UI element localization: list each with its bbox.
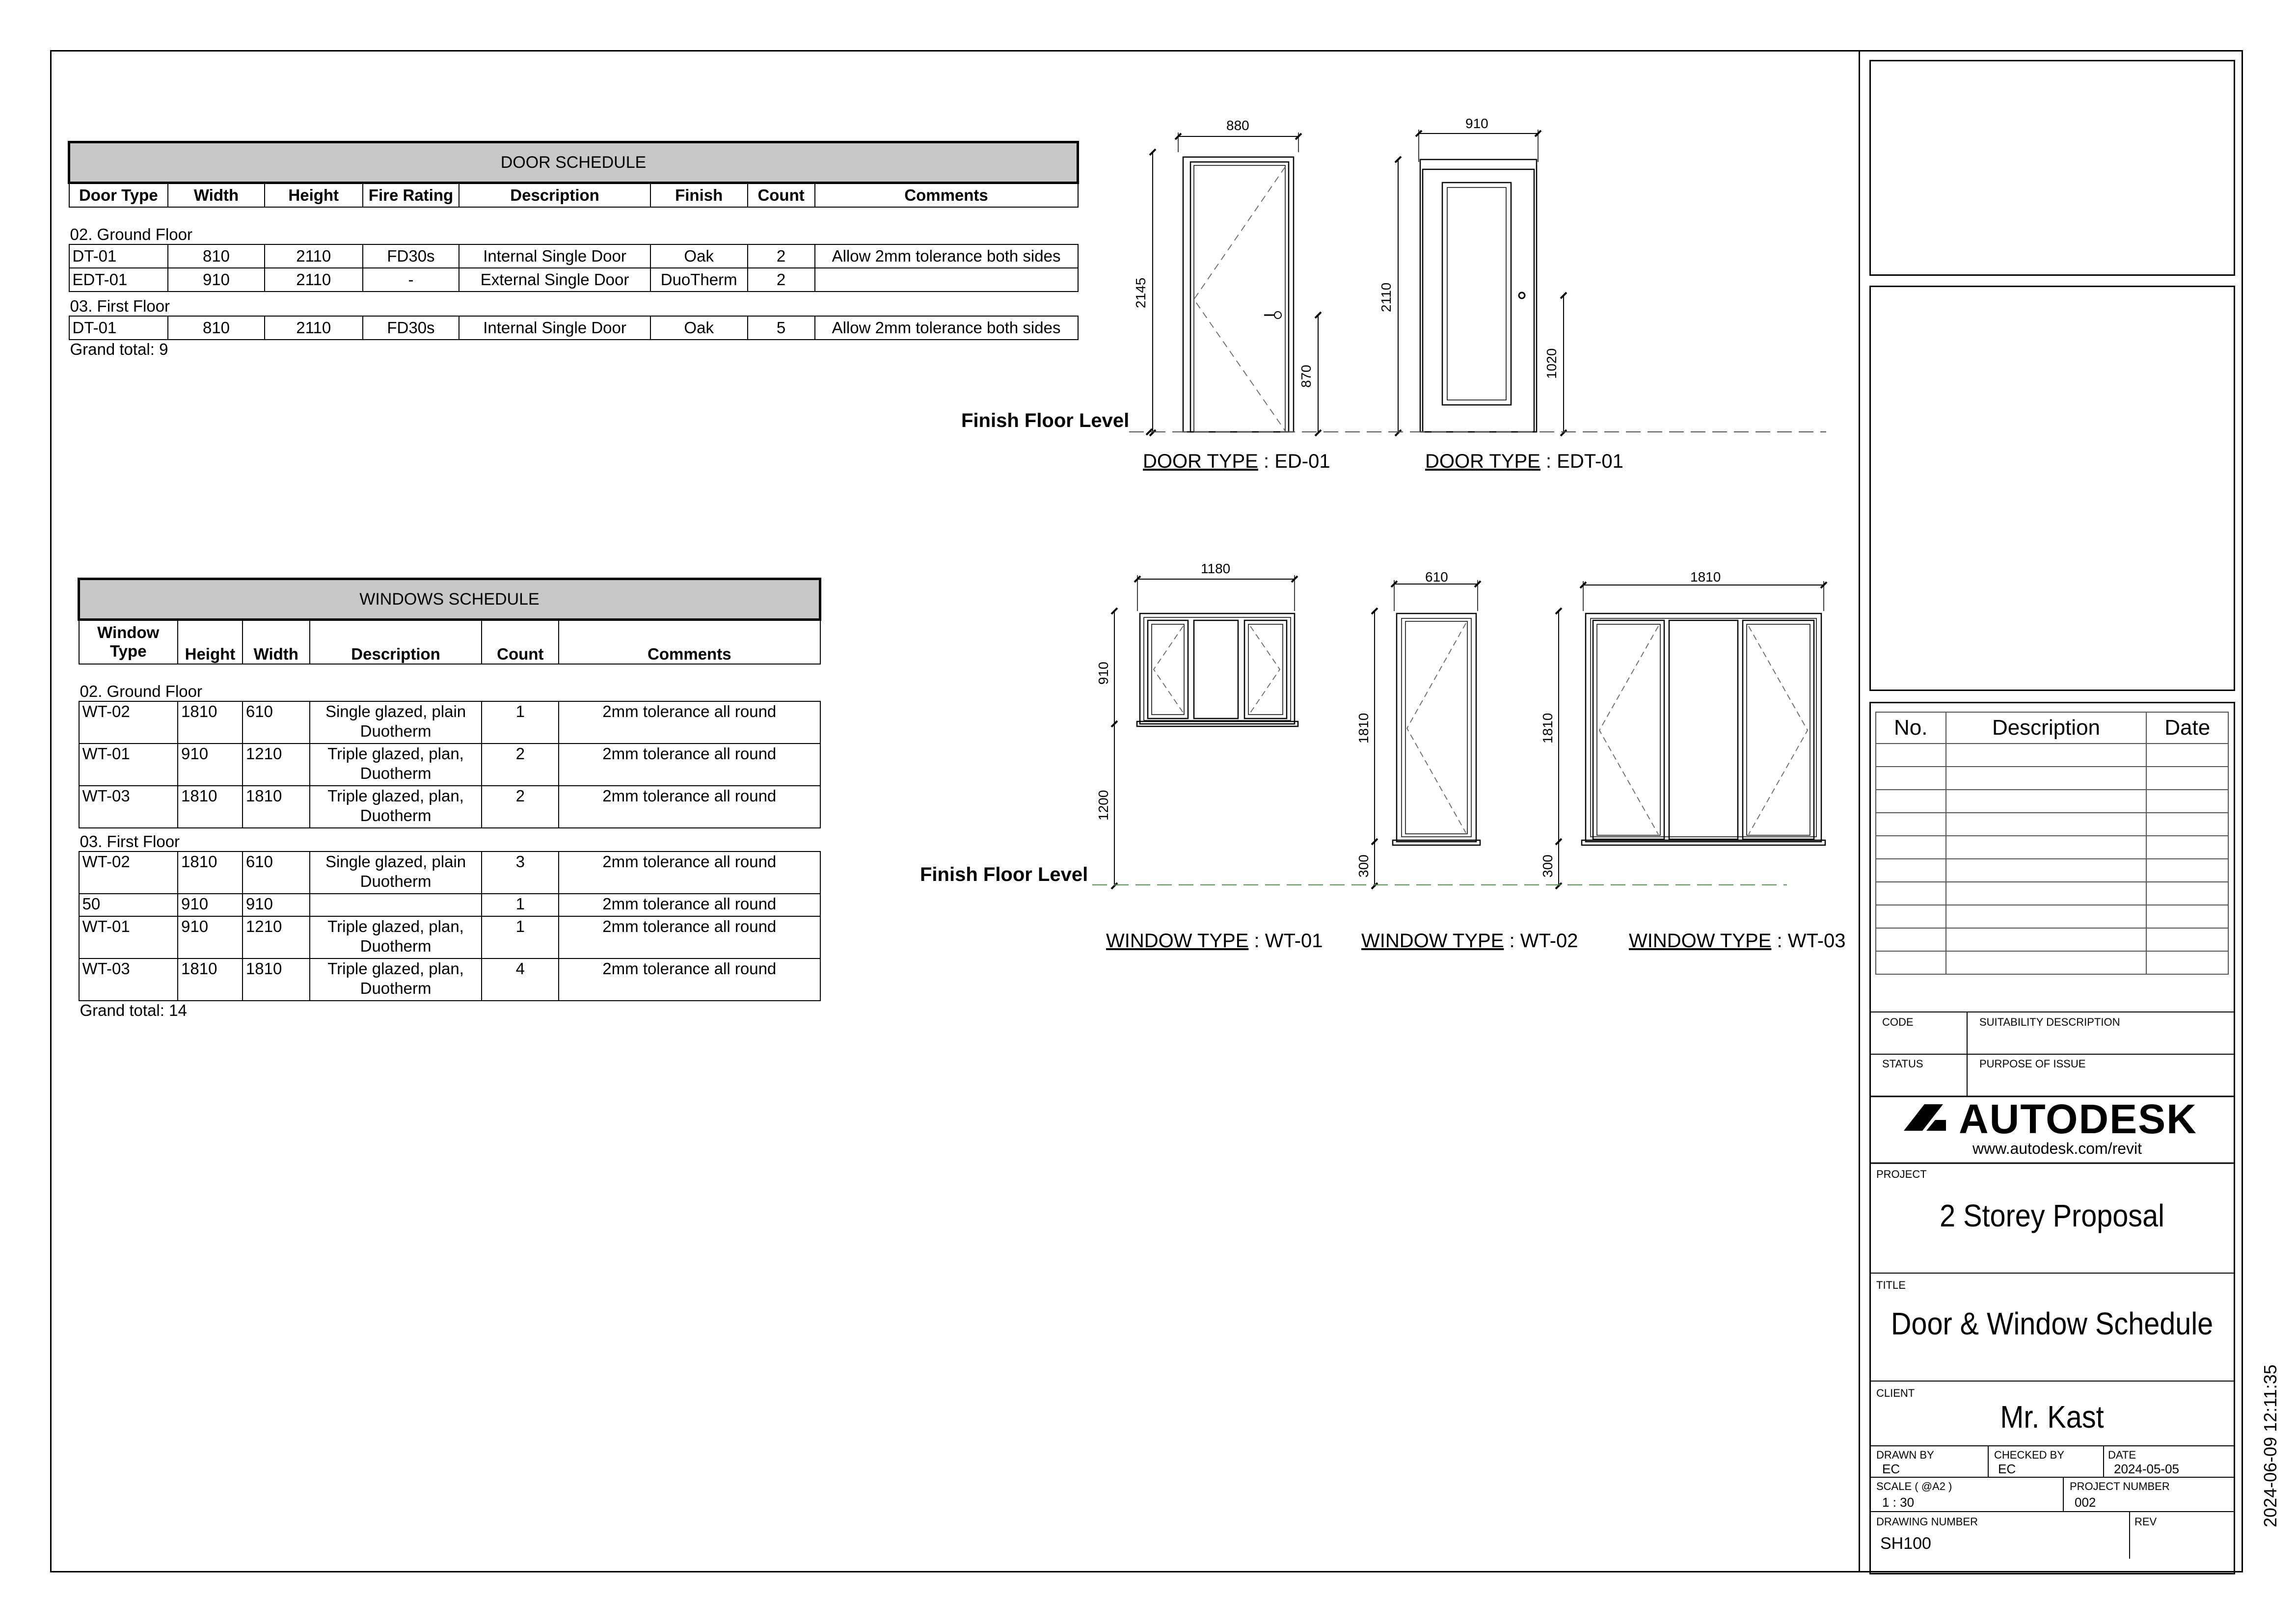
window-col-header: Width <box>243 620 310 664</box>
checked-by: EC <box>1998 1462 2016 1476</box>
finish-floor-level-label-windows: Finish Floor Level <box>920 864 1088 885</box>
cell: Triple glazed, plan, Duotherm <box>310 786 482 828</box>
drawn-by-label: DRAWN BY <box>1876 1449 1934 1461</box>
win1-type-label: WINDOW TYPE : WT-01 <box>1106 930 1323 952</box>
cell: 2mm tolerance all round <box>559 894 820 916</box>
cell: - <box>363 268 459 292</box>
door-col-header: Count <box>748 183 815 208</box>
cell: WT-01 <box>79 744 178 786</box>
win3-sill-dim: 300 <box>1540 854 1555 878</box>
cell: 610 <box>243 851 310 894</box>
window-schedule-title: WINDOWS SCHEDULE <box>79 579 820 620</box>
autodesk-url[interactable]: www.autodesk.com/revit <box>1972 1140 2142 1157</box>
cell: 2 <box>482 786 559 828</box>
cell: 2mm tolerance all round <box>559 701 820 744</box>
cell: 1 <box>482 894 559 916</box>
cell: 1210 <box>243 744 310 786</box>
autodesk-logo-text: AUTODESK <box>1959 1096 2197 1142</box>
door-col-header: Door Type <box>69 183 168 208</box>
window-col-header: Comments <box>559 620 820 664</box>
door1-height-dim: 2145 <box>1133 277 1148 308</box>
door1-width-dim: 880 <box>1226 118 1249 133</box>
cell: 1810 <box>178 786 243 828</box>
door-col-header: Description <box>459 183 650 208</box>
window-col-header: Window Type <box>79 620 178 664</box>
project-number: 002 <box>2075 1495 2096 1510</box>
rev-header-description: Description <box>1946 712 2147 744</box>
drawing-title: Door & Window Schedule <box>1891 1306 2214 1341</box>
cell: 1 <box>482 701 559 744</box>
project-name: 2 Storey Proposal <box>1940 1198 2164 1233</box>
cell: 2mm tolerance all round <box>559 786 820 828</box>
door-col-header: Width <box>168 183 265 208</box>
cell: 910 <box>178 894 243 916</box>
door1-handle-dim: 870 <box>1298 365 1314 388</box>
cell: 2 <box>748 268 815 292</box>
door-col-header: Fire Rating <box>363 183 459 208</box>
door2-height-dim: 2110 <box>1378 282 1394 312</box>
cell: 3 <box>482 851 559 894</box>
cell: 1810 <box>178 701 243 744</box>
title-label: TITLE <box>1876 1279 1906 1291</box>
cell: WT-02 <box>79 851 178 894</box>
date-label: DATE <box>2108 1449 2136 1461</box>
cell: Single glazed, plain Duotherm <box>310 701 482 744</box>
cell: 2110 <box>265 268 363 292</box>
cell: 2110 <box>265 244 363 268</box>
door-group-header: 03. First Floor <box>70 297 170 315</box>
cell: 1810 <box>243 786 310 828</box>
win1-width-dim: 1180 <box>1201 561 1231 576</box>
cell: Oak <box>650 316 748 340</box>
cell: 1810 <box>178 958 243 1001</box>
cell: 1210 <box>243 916 310 958</box>
cell: Allow 2mm tolerance both sides <box>815 244 1078 268</box>
win3-height-dim: 1810 <box>1540 713 1555 744</box>
cell: WT-01 <box>79 916 178 958</box>
rev-label: REV <box>2134 1516 2157 1528</box>
cell: DuoTherm <box>650 268 748 292</box>
cell: 2 <box>748 244 815 268</box>
autodesk-logo-icon <box>1904 1104 1946 1131</box>
cell: Oak <box>650 244 748 268</box>
win1-height-dim: 910 <box>1096 662 1111 685</box>
win2-width-dim: 610 <box>1425 569 1448 585</box>
issue-date: 2024-05-05 <box>2114 1462 2179 1476</box>
drawing-number: SH100 <box>1880 1534 1931 1553</box>
cell: WT-03 <box>79 958 178 1001</box>
cell: EDT-01 <box>69 268 168 292</box>
cell: WT-03 <box>79 786 178 828</box>
door-grand-total: Grand total: 9 <box>70 340 168 358</box>
cell: FD30s <box>363 316 459 340</box>
client-name: Mr. Kast <box>2000 1399 2104 1435</box>
door-schedule-title: DOOR SCHEDULE <box>69 142 1078 183</box>
cell: 610 <box>243 701 310 744</box>
cell: Single glazed, plain Duotherm <box>310 851 482 894</box>
cell: 2 <box>482 744 559 786</box>
cell: 50 <box>79 894 178 916</box>
door-group-header: 02. Ground Floor <box>70 225 192 243</box>
win2-type-label: WINDOW TYPE : WT-02 <box>1361 930 1578 952</box>
window-grand-total: Grand total: 14 <box>80 1001 187 1019</box>
cell: 2mm tolerance all round <box>559 916 820 958</box>
door2-type-label: DOOR TYPE : EDT-01 <box>1425 451 1623 472</box>
cell: 2110 <box>265 316 363 340</box>
cell: Internal Single Door <box>459 244 650 268</box>
window-col-header: Description <box>310 620 482 664</box>
win2-sill-dim: 300 <box>1356 854 1371 878</box>
drawn-by: EC <box>1882 1462 1900 1476</box>
win1-sill-dim: 1200 <box>1096 790 1111 821</box>
client-label: CLIENT <box>1876 1387 1915 1399</box>
cell: 910 <box>178 916 243 958</box>
cell: 910 <box>178 744 243 786</box>
cell: 4 <box>482 958 559 1001</box>
cell: 2mm tolerance all round <box>559 851 820 894</box>
door1-type-label: DOOR TYPE : ED-01 <box>1143 451 1330 472</box>
door2-handle-dim: 1020 <box>1544 348 1559 379</box>
window-group-header: 03. First Floor <box>80 832 180 851</box>
cell: WT-02 <box>79 701 178 744</box>
cell: Triple glazed, plan, Duotherm <box>310 958 482 1001</box>
code-label: CODE <box>1882 1016 1914 1028</box>
finish-floor-level-label-doors: Finish Floor Level <box>961 410 1130 431</box>
cell: FD30s <box>363 244 459 268</box>
cell: 2mm tolerance all round <box>559 744 820 786</box>
scale-value: 1 : 30 <box>1882 1495 1915 1510</box>
cell: 1810 <box>178 851 243 894</box>
window-col-header: Count <box>482 620 559 664</box>
door-col-header: Height <box>265 183 363 208</box>
cell: 2mm tolerance all round <box>559 958 820 1001</box>
cell: External Single Door <box>459 268 650 292</box>
scale-label: SCALE ( @A2 ) <box>1876 1480 1952 1492</box>
cell: 810 <box>168 244 265 268</box>
purpose-label: PURPOSE OF ISSUE <box>1979 1058 2086 1070</box>
cell: DT-01 <box>69 316 168 340</box>
status-label: STATUS <box>1882 1058 1923 1070</box>
window-group-header: 02. Ground Floor <box>80 682 202 700</box>
cell: 1810 <box>243 958 310 1001</box>
win3-type-label: WINDOW TYPE : WT-03 <box>1629 930 1846 952</box>
print-timestamp: 2024-06-09 12:11:35 <box>2260 1364 2280 1527</box>
suitability-label: SUITABILITY DESCRIPTION <box>1979 1016 2120 1028</box>
checked-by-label: CHECKED BY <box>1994 1449 2065 1461</box>
door2-width-dim: 910 <box>1465 116 1488 131</box>
cell: Internal Single Door <box>459 316 650 340</box>
cell: Allow 2mm tolerance both sides <box>815 316 1078 340</box>
project-number-label: PROJECT NUMBER <box>2070 1480 2170 1492</box>
cell: Triple glazed, plan, Duotherm <box>310 744 482 786</box>
cell: Triple glazed, plan, Duotherm <box>310 916 482 958</box>
cell: 910 <box>168 268 265 292</box>
rev-header-date: Date <box>2146 712 2228 744</box>
door-col-header: Comments <box>815 183 1078 208</box>
cell: 5 <box>748 316 815 340</box>
window-col-header: Height <box>178 620 243 664</box>
drawing-number-label: DRAWING NUMBER <box>1876 1516 1978 1528</box>
win2-height-dim: 1810 <box>1356 713 1371 744</box>
cell: 1 <box>482 916 559 958</box>
cell: 910 <box>243 894 310 916</box>
cell: 810 <box>168 316 265 340</box>
rev-header-no: No. <box>1876 712 1946 744</box>
cell: DT-01 <box>69 244 168 268</box>
win3-width-dim: 1810 <box>1690 569 1721 585</box>
project-label: PROJECT <box>1876 1168 1927 1180</box>
door-col-header: Finish <box>650 183 748 208</box>
